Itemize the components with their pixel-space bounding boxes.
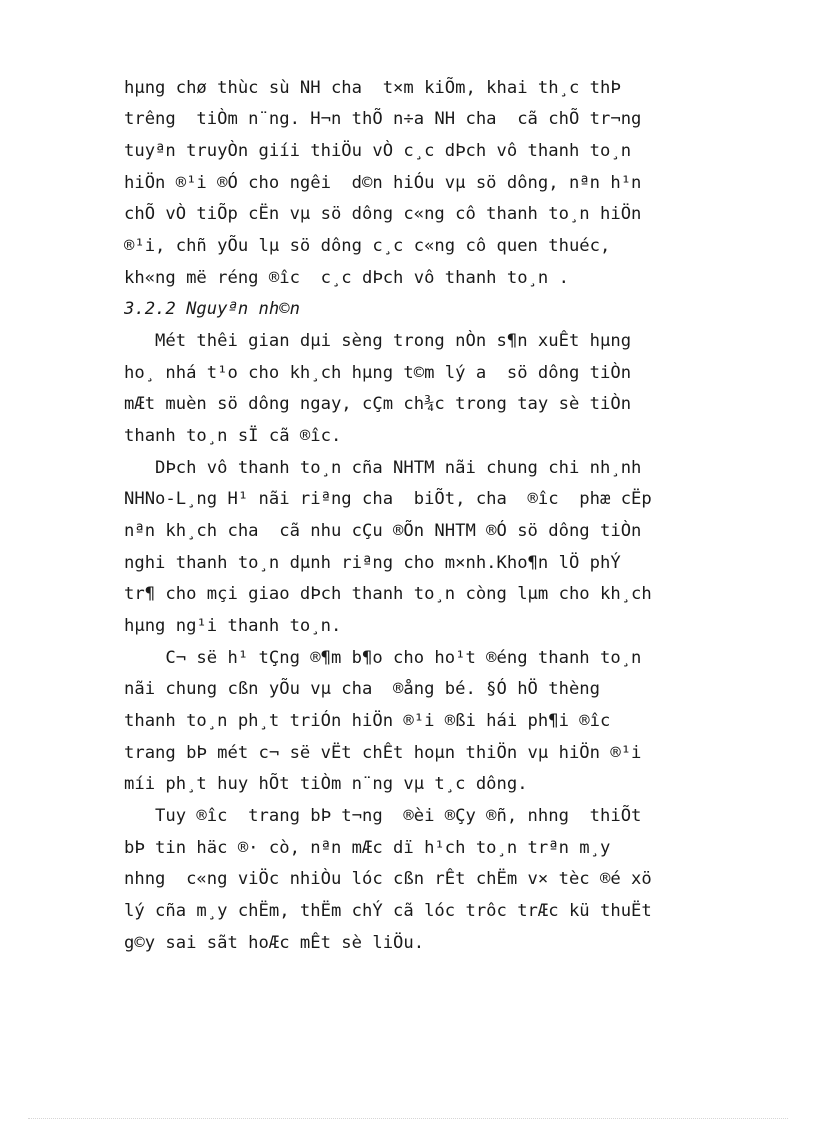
section-heading: 3.2.2 Nguyªn nh©n bbox=[124, 299, 300, 319]
text-line: tr¶ cho mçi giao dÞch thanh to¸n còng lµm cho kh¸ch bbox=[124, 584, 652, 604]
text-line: ho¸ nhá t¹o cho kh¸ch hµng t©m lý a sö dông tiÒn bbox=[124, 363, 632, 383]
text-line: hiÖn ®¹i ®Ó cho ngêi d©n hiÓu vµ sö dông, nªn h¹n bbox=[124, 173, 642, 193]
text-line: NHNo-L¸ng H¹ nãi riªng cha biÕt, cha ®îc phæ cËp bbox=[124, 489, 652, 509]
text-line: hµng ng¹i thanh to¸n. bbox=[124, 616, 342, 636]
page-bottom-rule bbox=[28, 1118, 788, 1119]
text-line: hµng chø thùc sù NH cha t×m kiÕm, khai th¸c thÞ bbox=[124, 78, 621, 98]
text-line: nªn kh¸ch cha cã nhu cÇu ®Õn NHTM ®Ó sö dông tiÒn bbox=[124, 521, 642, 541]
text-line: g©y sai sãt hoÆc mÊt sè liÖu. bbox=[124, 933, 425, 953]
text-line: tuyªn truyÒn giíi thiÖu vÒ c¸c dÞch vô thanh to¸n bbox=[124, 141, 632, 161]
text-line: Mét thêi gian dµi sèng trong nÒn s¶n xuÊt hµng bbox=[124, 331, 632, 351]
text-line: nghi thanh to¸n dµnh riªng cho m×nh.Kho¶n lÖ phÝ bbox=[124, 553, 621, 573]
text-line: ®¹i, chñ yÕu lµ sö dông c¸c c«ng cô quen thuéc, bbox=[124, 236, 611, 256]
text-line: nhng c«ng viÖc nhiÒu lóc cßn rÊt chËm v× tèc ®é xö bbox=[124, 869, 652, 889]
text-line: thanh to¸n ph¸t triÓn hiÖn ®¹i ®ßi hái ph¶i ®îc bbox=[124, 711, 611, 731]
text-line: mÆt muèn sö dông ngay, cÇm ch¾c trong tay sè tiÒn bbox=[124, 394, 632, 414]
text-line: chÕ vÒ tiÕp cËn vµ sö dông c«ng cô thanh to¸n hiÖn bbox=[124, 204, 642, 224]
text-line: míi ph¸t huy hÕt tiÒm n¨ng vµ t¸c dông. bbox=[124, 774, 528, 794]
text-line: thanh to¸n sÏ cã ®îc. bbox=[124, 426, 342, 446]
text-line: trang bÞ mét c¬ së vËt chÊt hoµn thiÖn vµ hiÖn ®¹i bbox=[124, 743, 642, 763]
text-line: Tuy ®îc trang bÞ t¬ng ®èi ®Çy ®ñ, nhng thiÕt bbox=[124, 806, 642, 826]
text-line: C¬ së h¹ tÇng ®¶m b¶o cho ho¹t ®éng thanh to¸n bbox=[124, 648, 642, 668]
text-line: DÞch vô thanh to¸n cña NHTM nãi chung chi nh¸nh bbox=[124, 458, 642, 478]
text-line: lý cña m¸y chËm, thËm chÝ cã lóc trôc trÆc kü thuËt bbox=[124, 901, 652, 921]
text-line: trêng tiÒm n¨ng. H¬n thÕ n÷a NH cha cã chÕ tr¬ng bbox=[124, 109, 642, 129]
text-line: kh«ng më réng ®îc c¸c dÞch vô thanh to¸n . bbox=[124, 268, 569, 288]
text-line: bÞ tin häc ®· cò, nªn mÆc dï h¹ch to¸n trªn m¸y bbox=[124, 838, 611, 858]
text-line: nãi chung cßn yÕu vµ cha ®ång bé. §Ó hÖ thèng bbox=[124, 679, 600, 699]
